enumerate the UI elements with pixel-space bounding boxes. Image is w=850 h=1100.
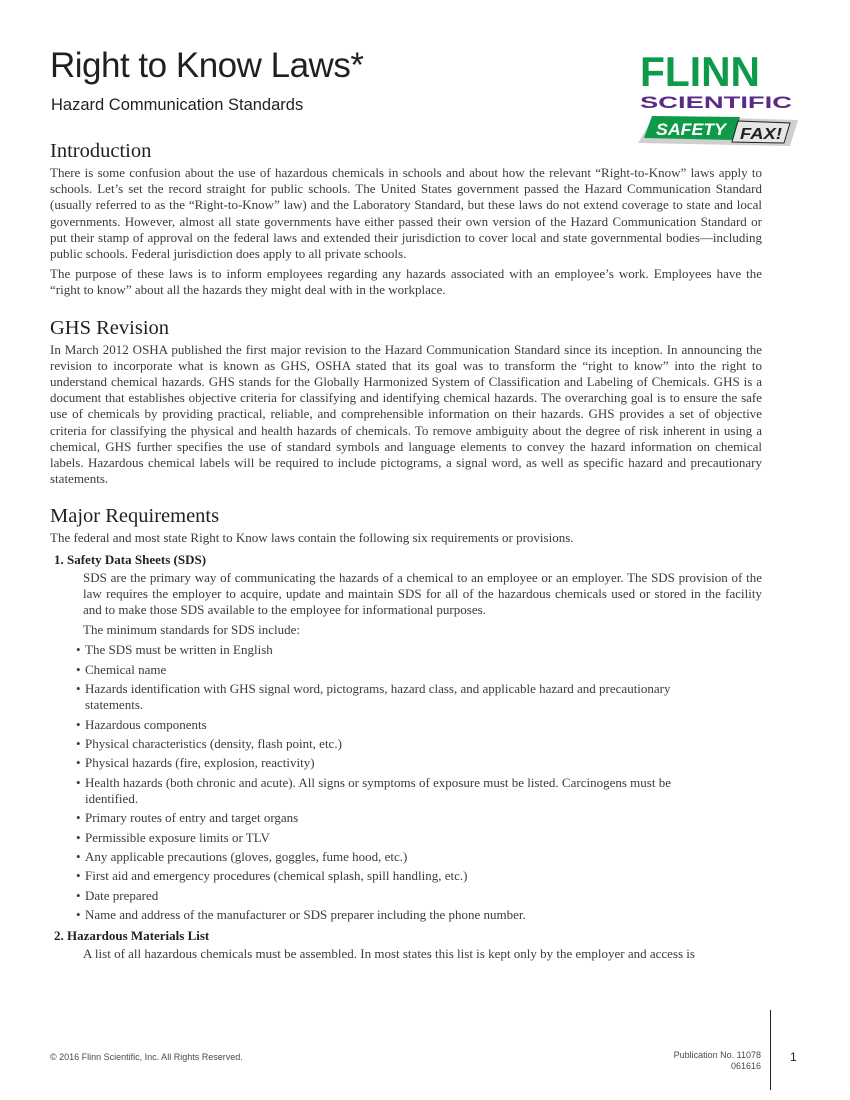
major-requirements-intro: The federal and most state Right to Know laws contain the following six requirements or provisions. bbox=[50, 530, 574, 546]
page-number: 1 bbox=[790, 1050, 797, 1064]
list-item: • Physical characteristics (density, flash point, etc.) bbox=[78, 736, 762, 752]
intro-paragraph-1: There is some confusion about the use of hazardous chemicals in schools and about how the relevant “Right-to-Know” laws apply to schools. Let’s set the record straight for public schools. The United States government passed the Hazard Communication Standard (usually referred to as the “Right-to-Know” law) and the Laboratory Standard, but these laws do not extend coverage to state and local governments. However, almost all state governments have either passed their own version of the Hazard Communication Standard or put their stamp of approval on the federal laws and extended their jurisdiction to cover local and state governmental bodies—including public schools. Federal jurisdiction does apply to all private schools. bbox=[50, 165, 762, 262]
list-item: • Date prepared bbox=[78, 888, 762, 904]
sds-standards-list bbox=[50, 642, 762, 923]
list-item: • Chemical name bbox=[78, 662, 762, 678]
requirement-2-paragraph: A list of all hazardous chemicals must be assembled. In most states this list is kept only by the employer and access is bbox=[83, 946, 695, 962]
list-item: • Any applicable precautions (gloves, goggles, fume hood, etc.) bbox=[78, 849, 762, 865]
list-item: • First aid and emergency procedures (chemical splash, spill handling, etc.) bbox=[78, 868, 762, 884]
list-item: • Primary routes of entry and target organs bbox=[78, 810, 762, 826]
list-item: • Hazardous components bbox=[78, 717, 762, 733]
ghs-paragraph: In March 2012 OSHA published the first major revision to the Hazard Communication Standard since its inception. In announcing the revision to incorporate what is known as GHS, OSHA stated that its goal was to transform the “right to know” into the right to understand chemical hazards. GHS stands for the Globally Harmonized System of Classification and Labeling of Chemicals. GHS is a document that establishes objective criteria for classifying and identifying chemical hazards. The overarching goal is to ensure the safe use of chemicals by providing practical, reliable, and comprehensible information on their hazards. GHS provides a set of objective criteria for classifying the physical and health hazards of chemicals. To remove ambiguity about the degree of risk inherent in using a chemical, GHS further specifies the use of standard symbols and language elements to convey the hazard information on chemical labels. Hazardous chemical labels will be required to include pictograms, a signal word, as well as specific hazard and precautionary statements. bbox=[50, 341, 762, 487]
logo-safety-text: SAFETY bbox=[656, 120, 728, 139]
document-body bbox=[50, 140, 762, 966]
intro-section bbox=[50, 140, 762, 299]
intro-heading: Introduction bbox=[50, 140, 152, 162]
logo-scientific-text: SCIENTIFIC bbox=[640, 93, 792, 112]
requirement-2 bbox=[50, 927, 762, 962]
flinn-safety-fax-logo bbox=[630, 46, 800, 150]
major-requirements-section bbox=[50, 505, 762, 962]
ghs-section bbox=[50, 317, 762, 488]
page-title: Right to Know Laws* bbox=[50, 46, 364, 85]
requirement-1-list-intro: The minimum standards for SDS include: bbox=[83, 622, 301, 638]
list-item: • Hazards identification with GHS signal word, pictograms, hazard class, and applicable hazard and precautionary statements. bbox=[78, 681, 762, 713]
ghs-heading: GHS Revision bbox=[50, 316, 170, 339]
page-subtitle: Hazard Communication Standards bbox=[51, 96, 304, 114]
publication-code: 061616 bbox=[730, 1061, 761, 1071]
publication-number: Publication No. 11078 bbox=[673, 1050, 761, 1060]
logo-flinn-text: FLINN bbox=[640, 48, 760, 95]
list-item: • Permissible exposure limits or TLV bbox=[78, 830, 762, 846]
logo-fax-text: FAX! bbox=[740, 126, 783, 143]
copyright: © 2016 Flinn Scientific, Inc. All Rights Reserved. bbox=[50, 1052, 243, 1062]
requirement-1-title: 1. Safety Data Sheets (SDS) bbox=[54, 551, 207, 567]
intro-paragraph-2: The purpose of these laws is to inform employees regarding any hazards associated with an employee’s work. Employees have the “right to know” about all the hazards they might deal with in the workplace. bbox=[50, 266, 762, 298]
requirement-1-paragraph: SDS are the primary way of communicating the hazards of a chemical to an employee or an employer. The SDS provision of the law requires the employer to acquire, update and maintain SDS for all of the hazardous chemicals used or stored in the facility and to make those SDS available to the employee for informational purposes. bbox=[83, 569, 762, 618]
publication-info bbox=[674, 1050, 761, 1072]
requirement-1 bbox=[50, 551, 762, 924]
list-item: • The SDS must be written in English bbox=[78, 642, 762, 658]
major-requirements-heading: Major Requirements bbox=[50, 505, 220, 528]
list-item: • Name and address of the manufacturer or SDS preparer including the phone number. bbox=[78, 907, 762, 923]
list-item: • Physical hazards (fire, explosion, reactivity) bbox=[78, 755, 762, 771]
list-item: • Health hazards (both chronic and acute). All signs or symptoms of exposure must be listed. Carcinogens must be identified. bbox=[78, 775, 762, 807]
footer-divider bbox=[770, 1010, 771, 1090]
requirement-2-title: 2. Hazardous Materials List bbox=[54, 928, 210, 944]
